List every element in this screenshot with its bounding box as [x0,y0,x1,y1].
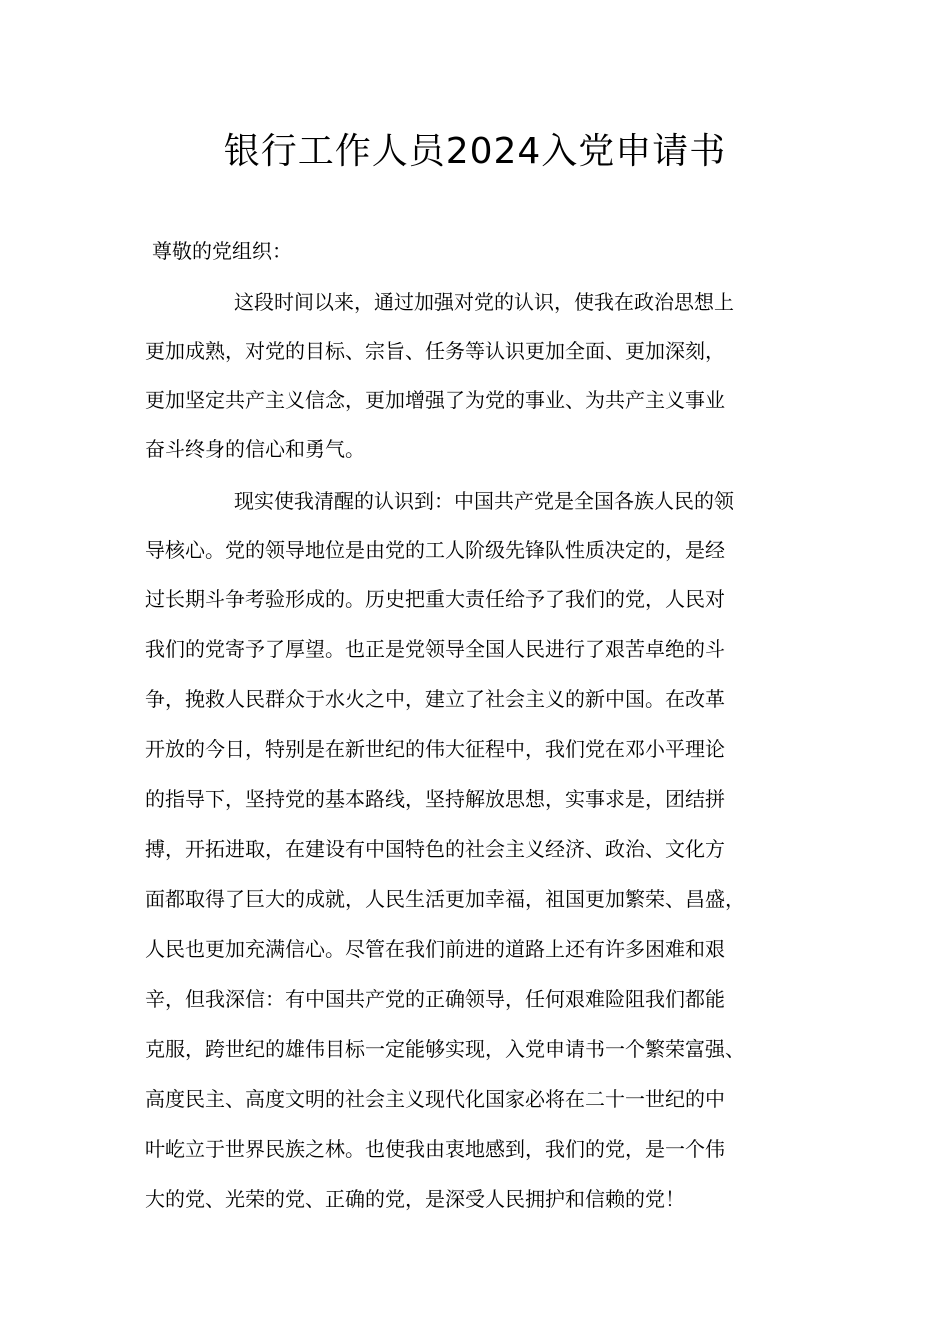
paragraph-line: 更加成熟，对党的目标、宗旨、任务等认识更加全面、更加深刻， [145,339,725,363]
paragraph-line: 导核心。党的领导地位是由党的工人阶级先锋队性质决定的，是经 [145,538,725,562]
paragraph-line: 克服，跨世纪的雄伟目标一定能够实现，入党申请书一个繁荣富强、 [145,1037,745,1061]
paragraph-line: 奋斗终身的信心和勇气。 [145,437,365,461]
salutation: 尊敬的党组织： [152,239,292,263]
paragraph-line: 辛，但我深信：有中国共产党的正确领导，任何艰难险阻我们都能 [145,987,725,1011]
paragraph-line: 的指导下，坚持党的基本路线，坚持解放思想，实事求是，团结拼 [145,787,725,811]
paragraph-line: 大的党、光荣的党、正确的党，是深受人民拥护和信赖的党！ [145,1187,685,1211]
paragraph-line: 面都取得了巨大的成就，人民生活更加幸福，祖国更加繁荣、昌盛， [145,887,745,911]
paragraph-line: 搏，开拓进取，在建设有中国特色的社会主义经济、政治、文化方 [145,837,725,861]
paragraph-line: 人民也更加充满信心。尽管在我们前进的道路上还有许多困难和艰 [145,937,725,961]
paragraph-line: 更加坚定共产主义信念，更加增强了为党的事业、为共产主义事业 [145,388,725,412]
paragraph-line: 高度民主、高度文明的社会主义现代化国家必将在二十一世纪的中 [145,1087,725,1111]
paragraph-line: 这段时间以来，通过加强对党的认识，使我在政治思想上 [234,290,734,314]
paragraph-line: 争，挽救人民群众于水火之中，建立了社会主义的新中国。在改革 [145,687,725,711]
paragraph-line: 现实使我清醒的认识到：中国共产党是全国各族人民的领 [234,489,734,513]
paragraph-line: 开放的今日，特别是在新世纪的伟大征程中，我们党在邓小平理论 [145,737,725,761]
paragraph-line: 我们的党寄予了厚望。也正是党领导全国人民进行了艰苦卓绝的斗 [145,637,725,661]
document-title: 银行工作人员2024入党申请书 [223,131,727,172]
paragraph-line: 过长期斗争考验形成的。历史把重大责任给予了我们的党，人民对 [145,587,725,611]
paragraph-line: 叶屹立于世界民族之林。也使我由衷地感到，我们的党，是一个伟 [145,1137,725,1161]
